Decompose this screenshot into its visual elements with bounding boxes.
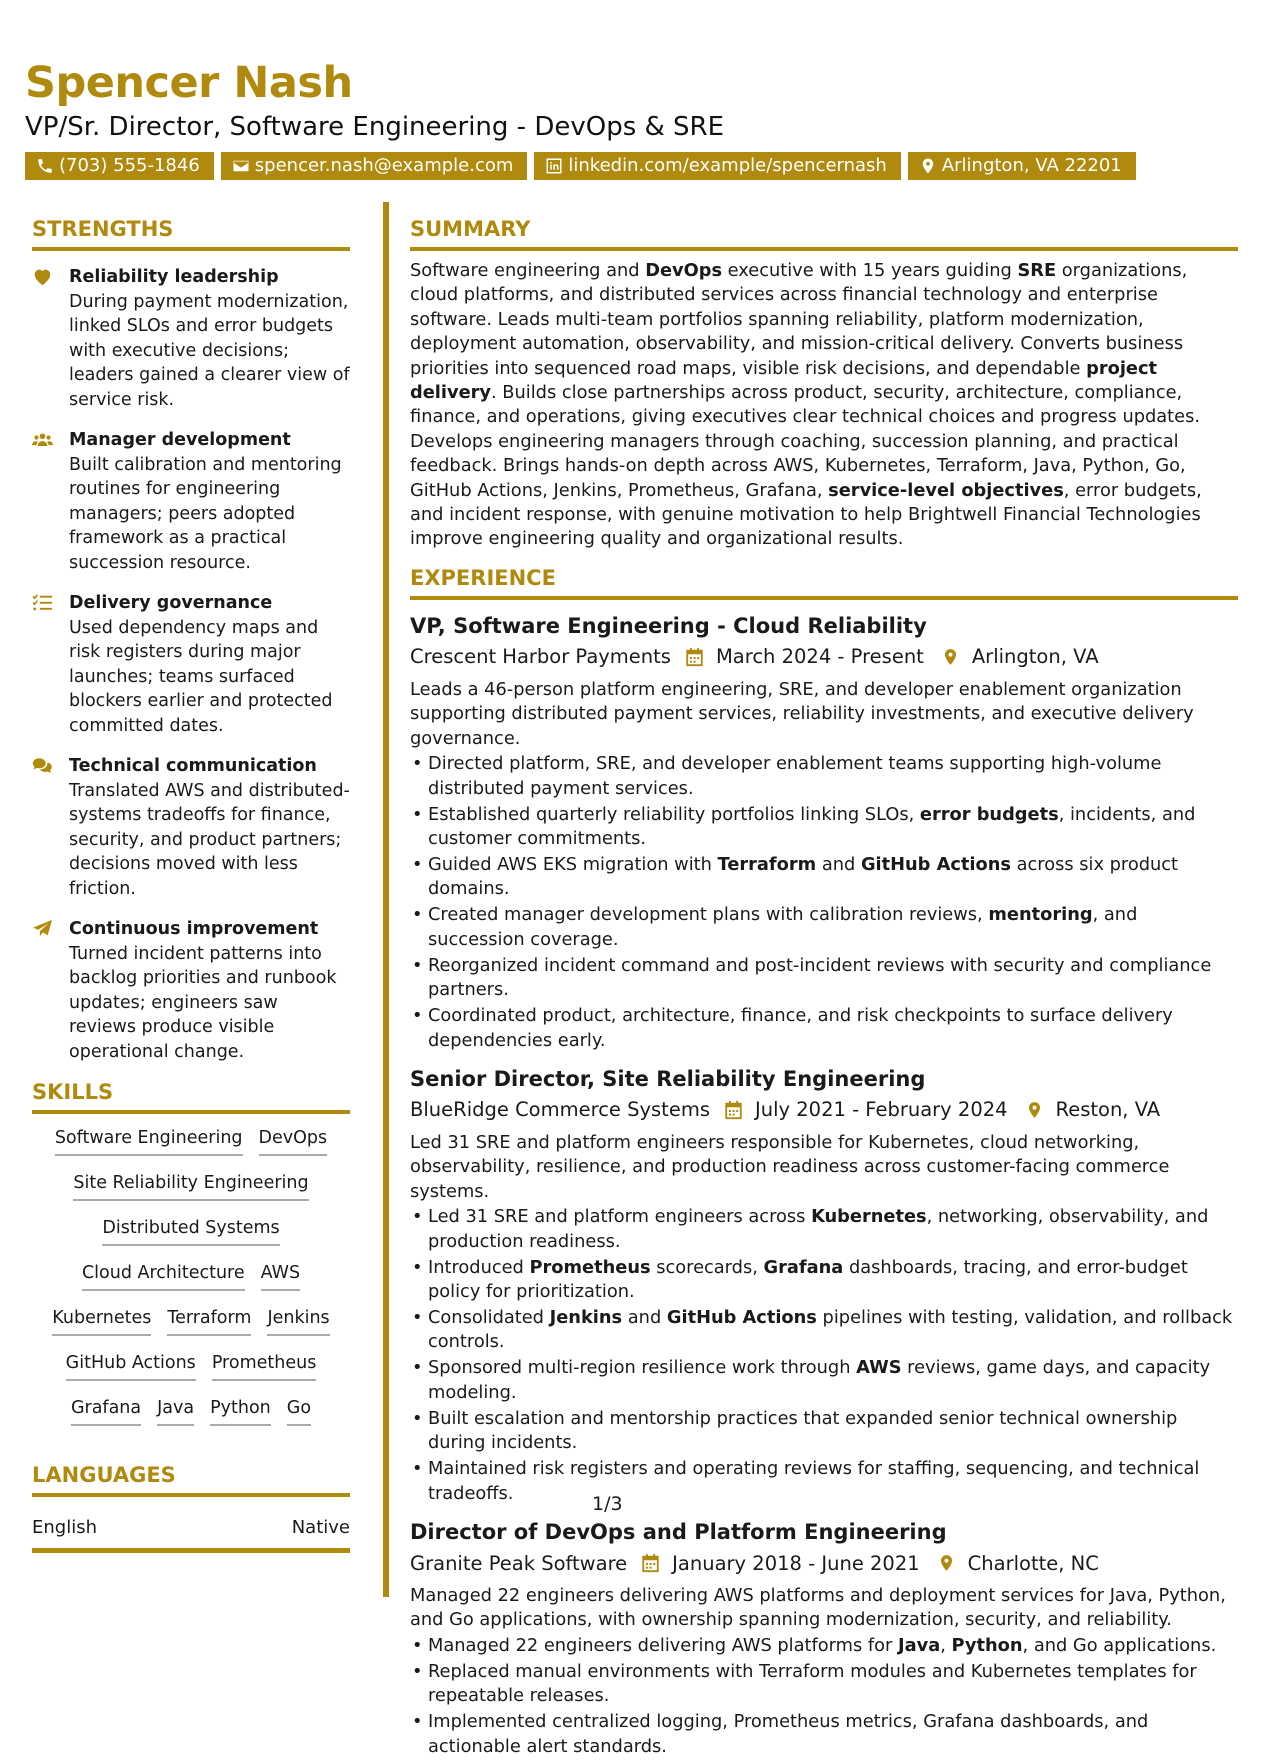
skills-list xyxy=(32,1128,350,1443)
skill-tag: Java xyxy=(157,1398,194,1426)
column-divider xyxy=(383,202,389,1597)
job-bullet: • Built escalation and mentorship practices that expanded senior technical ownership during incidents. xyxy=(410,1407,1238,1456)
job-description: Leads a 46-person platform engineering, SRE, and developer enablement organization supporting distributed payment services, reliability investments, and executive delivery governance. xyxy=(410,678,1194,749)
paper-plane-icon xyxy=(32,919,53,938)
candidate-title: VP/Sr. Director, Software Engineering - DevOps & SRE xyxy=(25,112,725,142)
strength-title: Continuous improvement xyxy=(69,919,319,939)
languages-heading: LANGUAGES xyxy=(32,1463,350,1497)
job-title: Director of DevOps and Platform Engineering xyxy=(410,1520,947,1544)
strength-title: Delivery governance xyxy=(69,593,273,613)
job-entry xyxy=(410,1065,1238,1506)
contact-phone-text: (703) 555-1846 xyxy=(59,155,200,176)
job-dates: July 2021 - February 2024 xyxy=(754,1098,1008,1122)
list-check-icon xyxy=(32,593,53,612)
map-pin-icon xyxy=(941,647,960,667)
contact-email-text: spencer.nash@example.com xyxy=(254,155,514,176)
skill-tag: Site Reliability Engineering xyxy=(73,1173,308,1201)
strength-text: Translated AWS and distributed-systems tradeoffs for finance, security, and product partners; decisions moved with less friction. xyxy=(69,780,350,899)
phone-icon xyxy=(36,157,54,175)
job-bullet: • Maintained risk registers and operating reviews for staffing, sequencing, and technical tradeoffs. xyxy=(410,1457,1238,1506)
strength-item xyxy=(32,917,350,1064)
job-location: Charlotte, NC xyxy=(967,1551,1099,1575)
strength-item xyxy=(32,265,350,412)
job-company: BlueRidge Commerce Systems xyxy=(410,1098,710,1122)
skill-tag: Prometheus xyxy=(212,1353,317,1381)
language-level: Native xyxy=(291,1517,350,1538)
job-meta xyxy=(410,642,1238,672)
job-bullets xyxy=(410,752,1238,1053)
language-row xyxy=(32,1497,350,1553)
skill-tag: Software Engineering xyxy=(55,1128,243,1156)
calendar-icon xyxy=(685,647,704,667)
job-description: Led 31 SRE and platform engineers responsible for Kubernetes, cloud networking, observability, resilience, and production readiness across customer-facing commerce systems. xyxy=(410,1131,1170,1202)
job-bullet: • Led 31 SRE and platform engineers across Kubernetes, networking, observability, and production readiness. xyxy=(410,1205,1238,1254)
skill-tag: Distributed Systems xyxy=(102,1218,279,1246)
skill-tag: AWS xyxy=(261,1263,300,1291)
skill-tag: Go xyxy=(287,1398,311,1426)
left-column xyxy=(32,217,350,1553)
job-entry xyxy=(410,612,1238,1053)
strength-item xyxy=(32,754,350,901)
job-company: Crescent Harbor Payments xyxy=(410,645,671,669)
strength-text: During payment modernization, linked SLOs and error budgets with executive decisions; leaders gained a clearer view of service risk. xyxy=(69,291,350,410)
job-bullet: • Established quarterly reliability portfolios linking SLOs, error budgets, incidents, and customer commitments. xyxy=(410,803,1238,852)
strength-item xyxy=(32,428,350,575)
job-location: Reston, VA xyxy=(1055,1098,1161,1122)
page-number: 1/3 xyxy=(592,1493,623,1515)
job-title: VP, Software Engineering - Cloud Reliability xyxy=(410,613,927,638)
job-title: Senior Director, Site Reliability Engineering xyxy=(410,1066,926,1091)
job-list xyxy=(410,612,1238,1759)
contact-email[interactable] xyxy=(221,152,528,180)
job-bullet: • Managed 22 engineers delivering AWS platforms for Java, Python, and Go applications. xyxy=(410,1634,1238,1658)
contact-phone[interactable] xyxy=(25,152,214,180)
language-name: English xyxy=(32,1517,97,1538)
calendar-icon xyxy=(724,1100,743,1120)
envelope-icon xyxy=(232,157,250,175)
map-pin-icon xyxy=(937,1553,956,1573)
contact-location-text: Arlington, VA 22201 xyxy=(941,155,1122,176)
strengths-list xyxy=(32,265,350,1064)
job-bullets xyxy=(410,1634,1238,1759)
strength-text: Turned incident patterns into backlog priorities and runbook updates; engineers saw reviews produce visible operational change. xyxy=(69,943,337,1062)
contact-linkedin[interactable] xyxy=(534,152,900,180)
job-entry xyxy=(410,1518,1238,1759)
job-description: Managed 22 engineers delivering AWS platforms and deployment services for Java, Python, and Go applications, with ownership spanning modernization, security, and reliability. xyxy=(410,1585,1226,1631)
skill-tag: Python xyxy=(210,1398,271,1426)
strength-title: Manager development xyxy=(69,430,291,450)
contact-bar xyxy=(25,152,1136,180)
experience-section xyxy=(410,566,1238,1759)
skill-tag: Kubernetes xyxy=(52,1308,151,1336)
strength-title: Technical communication xyxy=(69,756,317,776)
languages-section xyxy=(32,1463,350,1553)
strength-text: Built calibration and mentoring routines for engineering managers; peers adopted framework as a practical succession resource. xyxy=(69,454,342,573)
job-bullet: • Coordinated product, architecture, finance, and risk checkpoints to surface delivery dependencies early. xyxy=(410,1004,1238,1053)
calendar-icon xyxy=(641,1553,660,1573)
job-bullets xyxy=(410,1205,1238,1506)
job-meta xyxy=(410,1095,1238,1125)
contact-linkedin-text: linkedin.com/example/spencernash xyxy=(568,155,887,176)
job-bullet: • Guided AWS EKS migration with Terraform and GitHub Actions across six product domains. xyxy=(410,853,1238,902)
strength-item xyxy=(32,591,350,738)
experience-heading: EXPERIENCE xyxy=(410,566,1238,600)
skill-tag: Grafana xyxy=(71,1398,141,1426)
map-pin-icon xyxy=(919,157,937,175)
job-bullet: • Implemented centralized logging, Prometheus metrics, Grafana dashboards, and actionable alert standards. xyxy=(410,1710,1238,1759)
job-bullet: • Directed platform, SRE, and developer enablement teams supporting high-volume distributed payment services. xyxy=(410,752,1238,801)
candidate-name: Spencer Nash xyxy=(25,58,353,108)
users-icon xyxy=(32,430,53,449)
right-column xyxy=(410,217,1238,1761)
strength-title: Reliability leadership xyxy=(69,267,279,287)
map-pin-icon xyxy=(1025,1100,1044,1120)
skill-tag: Terraform xyxy=(167,1308,251,1336)
job-meta xyxy=(410,1548,1238,1578)
job-location: Arlington, VA xyxy=(971,645,1099,669)
job-bullet: • Sponsored multi-region resilience work through AWS reviews, game days, and capacity modeling. xyxy=(410,1356,1238,1405)
skills-heading: SKILLS xyxy=(32,1080,350,1114)
skill-tag: Cloud Architecture xyxy=(82,1263,245,1291)
job-bullet: • Consolidated Jenkins and GitHub Actions pipelines with testing, validation, and rollback controls. xyxy=(410,1306,1238,1355)
contact-location xyxy=(908,152,1136,180)
skill-tag: GitHub Actions xyxy=(66,1353,196,1381)
job-dates: March 2024 - Present xyxy=(715,645,924,669)
comments-icon xyxy=(32,756,53,775)
linkedin-icon xyxy=(545,157,563,175)
skills-section xyxy=(32,1080,350,1443)
job-bullet: • Reorganized incident command and post-incident reviews with security and compliance partners. xyxy=(410,954,1238,1003)
skill-tag: DevOps xyxy=(259,1128,328,1156)
strength-text: Used dependency maps and risk registers during major launches; teams surfaced blockers earlier and protected committed dates. xyxy=(69,617,333,736)
heart-icon xyxy=(32,267,53,286)
job-bullet: • Replaced manual environments with Terraform modules and Kubernetes templates for repeatable releases. xyxy=(410,1660,1238,1709)
job-bullet: • Introduced Prometheus scorecards, Grafana dashboards, tracing, and error-budget policy for prioritization. xyxy=(410,1256,1238,1305)
job-bullet: • Created manager development plans with calibration reviews, mentoring, and succession coverage. xyxy=(410,903,1238,952)
summary-heading: SUMMARY xyxy=(410,217,1238,251)
job-company: Granite Peak Software xyxy=(410,1551,628,1575)
summary-text: Software engineering and DevOps executive with 15 years guiding SRE organizations, cloud platforms, and distributed services across financial technology and enterprise software. Leads multi-team portfolios spanning reliability, platform modernization, deployment automation, observability, and mission-critical delivery. Converts business priorities into sequenced road maps, visible risk decisions, and dependable project delivery. Builds close partnerships across product, security, architecture, compliance, finance, and operations, giving executives clear technical choices and progress updates. Develops engineering managers through coaching, succession planning, and practical feedback. Brings hands-on depth across AWS, Kubernetes, Terraform, Java, Python, Go, GitHub Actions, Jenkins, Prometheus, Grafana, service-level objectives, error budgets, and incident response, with genuine motivation to help Brightwell Financial Technologies improve engineering quality and organizational results. xyxy=(410,260,1202,550)
strengths-heading: STRENGTHS xyxy=(32,217,350,251)
skill-tag: Jenkins xyxy=(267,1308,329,1336)
job-dates: January 2018 - June 2021 xyxy=(672,1551,920,1575)
